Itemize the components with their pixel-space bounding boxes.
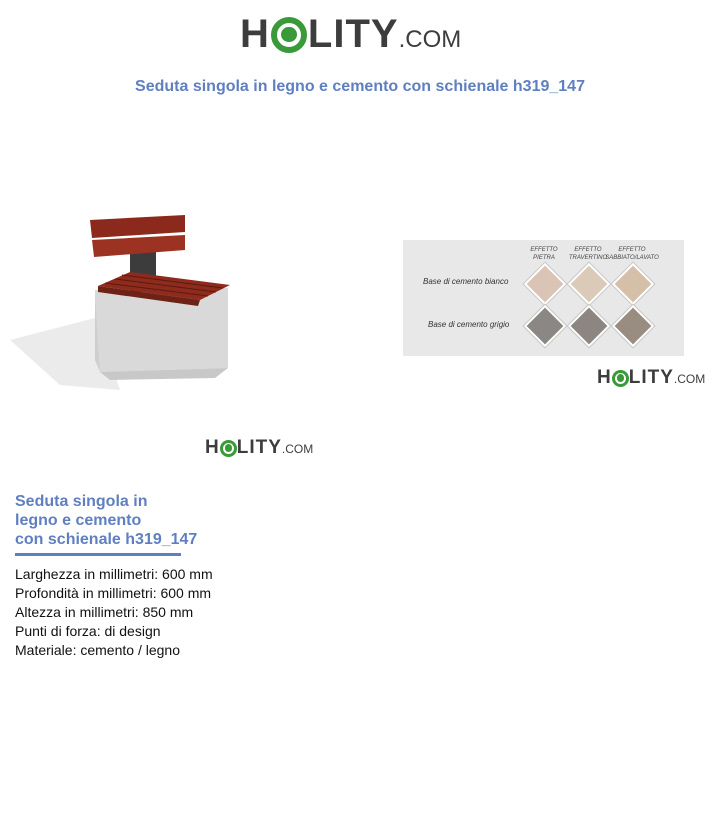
logo-text-pre: H (205, 437, 220, 458)
logo-suffix: .COM (281, 442, 314, 456)
spec-list (15, 565, 213, 660)
spec-width: Larghezza in millimetri: 600 mm (15, 566, 213, 582)
swatch-grey-sabbiato (612, 305, 654, 347)
spec-depth: Profondità in millimetri: 600 mm (15, 585, 212, 601)
logo-text-post: LITY (307, 12, 399, 56)
product-title-line: con schienale h319_147 (15, 531, 198, 548)
logo-suffix: .COM (398, 26, 462, 53)
swatch-header-line: TRAVERTINO (568, 255, 608, 261)
swatch-grey-travertino (568, 305, 610, 347)
swatch-header-line: EFFETTO (618, 247, 646, 253)
logo-o-icon (220, 440, 237, 457)
product-logo (205, 437, 313, 459)
title-underline (15, 553, 181, 556)
swatch-grey-pietra (524, 305, 566, 347)
swatch-white-travertino (568, 263, 610, 305)
logo-suffix: .COM (673, 372, 706, 386)
swatch-row-label: Base di cemento bianco (423, 277, 509, 286)
swatch-header-line: SABBIATO/LAVATO (605, 255, 659, 261)
product-title (15, 492, 215, 549)
finish-swatch-panel (403, 240, 684, 356)
swatch-header (602, 246, 662, 262)
product-title-line: Seduta singola in (15, 493, 148, 510)
brand-logo[interactable] (240, 12, 461, 57)
product-image (0, 200, 260, 400)
page-title: Seduta singola in legno e cemento con schienale h319_147 (135, 78, 585, 95)
spec-height: Altezza in millimetri: 850 mm (15, 604, 194, 620)
logo-text-pre: H (240, 12, 270, 56)
swatch-logo (597, 367, 705, 389)
swatch-header-line: PIETRA (533, 255, 555, 261)
logo-o-icon (612, 370, 629, 387)
spec-strengths: Punti di forza: di design (15, 623, 161, 639)
spec-material: Materiale: cemento / legno (15, 642, 180, 658)
swatch-white-sabbiato (612, 263, 654, 305)
product-title-line: legno e cemento (15, 512, 142, 529)
swatch-row-label: Base di cemento grigio (428, 320, 510, 329)
swatch-header-line: EFFETTO (574, 247, 602, 253)
swatch-header-line: EFFETTO (530, 247, 558, 253)
logo-text-pre: H (597, 367, 612, 388)
logo-o-icon (271, 17, 307, 53)
logo-text-post: LITY (236, 437, 282, 458)
logo-text-post: LITY (628, 367, 674, 388)
swatch-white-pietra (524, 263, 566, 305)
